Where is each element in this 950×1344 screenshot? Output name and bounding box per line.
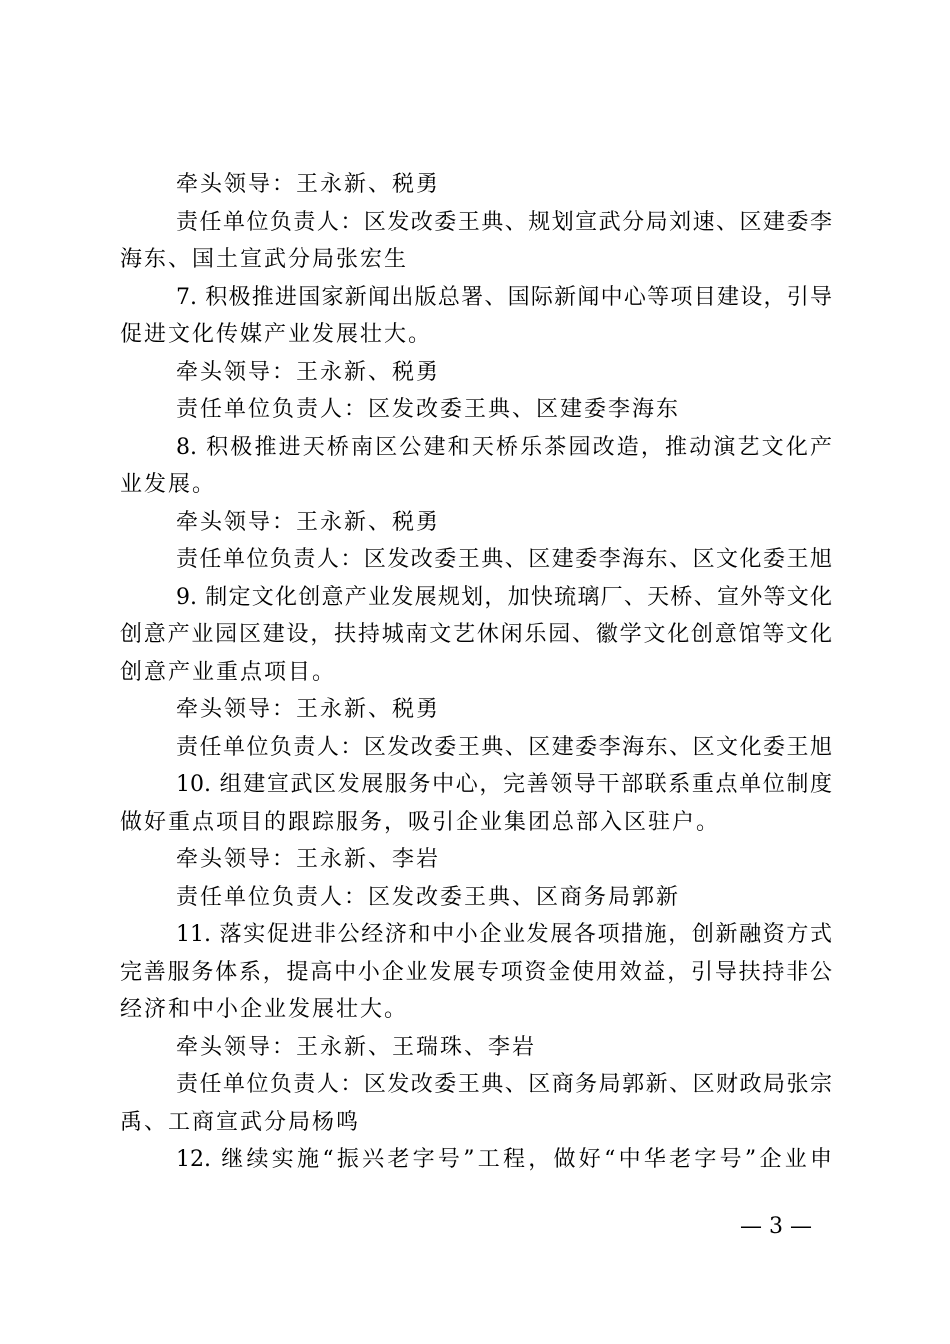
text-line: 业发展。 xyxy=(120,472,217,497)
text-line: 责任单位负责人：区发改委王典、区建委李海东 xyxy=(176,397,681,422)
text-line: 促进文化传媒产业发展壮大。 xyxy=(120,322,433,347)
text-line: 责任单位负责人：区发改委王典、区建委李海东、区文化委王旭 xyxy=(176,547,832,572)
text-line: 责任单位负责人：区发改委王典、区商务局郭新 xyxy=(176,885,681,910)
text-line: 7. 积极推进国家新闻出版总署、国际新闻中心等项目建设，引导 xyxy=(176,285,832,310)
text-line: 10. 组建宣武区发展服务中心，完善领导干部联系重点单位制度 xyxy=(176,772,832,797)
text-line: 责任单位负责人：区发改委王典、区商务局郭新、区财政局张宗 xyxy=(176,1072,832,1097)
page-number: — 3 — xyxy=(740,1214,812,1239)
text-line: 经济和中小企业发展壮大。 xyxy=(120,997,409,1022)
text-line: 牵头领导：王永新、税勇 xyxy=(176,360,441,385)
text-line: 完善服务体系，提高中小企业发展专项资金使用效益，引导扶持非公 xyxy=(120,960,832,985)
text-line: 责任单位负责人：区发改委王典、区建委李海东、区文化委王旭 xyxy=(176,735,832,760)
text-line: 牵头领导：王永新、税勇 xyxy=(176,510,441,535)
text-line: 做好重点项目的跟踪服务，吸引企业集团总部入区驻户。 xyxy=(120,810,721,835)
text-line: 9. 制定文化创意产业发展规划，加快琉璃厂、天桥、宣外等文化 xyxy=(176,585,832,610)
text-line: 12. 继续实施“振兴老字号”工程，做好“中华老字号”企业申 xyxy=(176,1147,832,1172)
text-line: 创意产业重点项目。 xyxy=(120,660,337,685)
text-line: 8. 积极推进天桥南区公建和天桥乐茶园改造，推动演艺文化产 xyxy=(176,435,832,460)
text-line: 禹、工商宣武分局杨鸣 xyxy=(120,1110,361,1135)
text-line: 牵头领导：王永新、税勇 xyxy=(176,172,441,197)
text-line: 11. 落实促进非公经济和中小企业发展各项措施，创新融资方式 xyxy=(176,922,832,947)
text-line: 责任单位负责人：区发改委王典、规划宣武分局刘速、区建委李 xyxy=(176,210,832,235)
text-line: 牵头领导：王永新、税勇 xyxy=(176,697,441,722)
text-line: 牵头领导：王永新、王瑞珠、李岩 xyxy=(176,1035,537,1060)
text-line: 牵头领导：王永新、李岩 xyxy=(176,847,441,872)
text-line: 创意产业园区建设，扶持城南文艺休闲乐园、徽学文化创意馆等文化 xyxy=(120,622,832,647)
text-line: 海东、国土宣武分局张宏生 xyxy=(120,247,409,272)
